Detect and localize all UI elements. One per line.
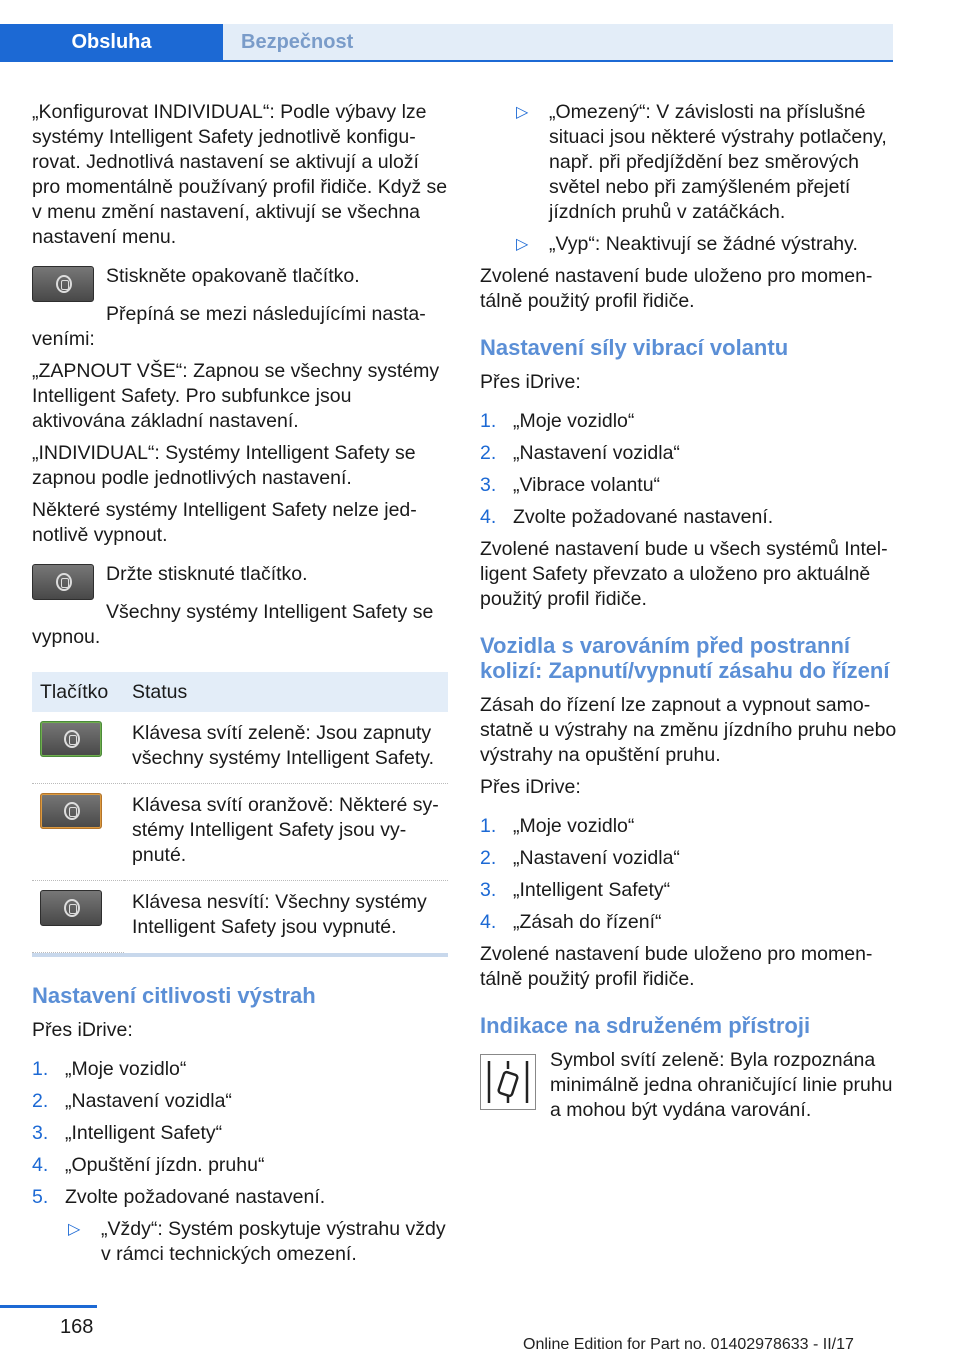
section-heading: Nastavení citlivosti výstrah — [32, 982, 316, 1008]
left-column — [32, 100, 450, 1274]
intelligent-safety-button-icon — [32, 564, 94, 600]
edition-footer: Online Edition for Part no. 01402978633 - II/17 — [523, 1336, 854, 1353]
indicator-row — [480, 1048, 898, 1130]
press-repeatedly-text: Stiskněte opakovaně tlačítko. — [106, 265, 360, 287]
section-heading: Nastavení síly vibrací volantu — [480, 335, 789, 360]
table-row — [32, 712, 448, 784]
list-item: 2. „Nastavení vozidla“ — [480, 847, 680, 869]
list-item: 5. Zvolte požadované nastavení. — [32, 1185, 326, 1208]
list-item: 2. „Nastavení vozidla“ — [480, 442, 680, 464]
list-item: 3. „Vibrace volantu“ — [480, 474, 661, 496]
button-off-icon — [40, 890, 102, 926]
toggle-settings-text: Přepíná se mezi následujícími nastaveními: — [32, 303, 426, 350]
tab-obsluha[interactable]: Obsluha — [0, 24, 223, 60]
table-row — [32, 784, 448, 881]
steps-list — [32, 1057, 450, 1210]
some-systems-text: Některé systémy Intelligent Safety nelze jednotlivě vypnout. — [32, 499, 417, 546]
intelligent-safety-button-icon — [32, 266, 94, 302]
section-heading: Vozidla s varováním před postranní kolizí: Zapnutí/vypnutí zásahu do řízení — [480, 633, 890, 683]
list-item: 3. „Intelligent Safety“ — [480, 879, 671, 901]
list-item: 3. „Intelligent Safety“ — [32, 1121, 223, 1144]
status-cell: Klávesa nesvítí: Všechny systémy Intelligent Safety jsou vypnuté. — [132, 891, 427, 938]
tab-bezpecnost[interactable]: Bezpečnost — [223, 24, 893, 60]
list-item: 4. Zvolte požadované nastavení. — [480, 506, 774, 528]
saved-note: Zvolené nastavení bude uloženo pro momentálně použitý profil řidiče. — [480, 265, 873, 312]
indicator-text: Symbol svítí zeleně: Byla rozpoznána minimálně jedna ohraničující linie pruhu a mohou být vydána varování. — [550, 1049, 893, 1121]
intro-paragraph: „Konfigurovat INDIVIDUAL“: Podle výbavy lze systémy Intelligent Safety jednotlivě konfigurovat. Jednotlivá nastavení se aktivují a uloží pro momentálně používaný profil řidiče. Když se v menu změní nastavení, aktivují se všechna nastavení menu. — [32, 101, 448, 248]
list-item: ▷ „Vždy“: Systém poskytuje výstrahu vždy v rámci technických omezení. — [68, 1217, 446, 1265]
triangle-bullet-icon: ▷ — [68, 1220, 81, 1238]
page-number-bar — [0, 1305, 97, 1308]
col-header-status: Status — [124, 672, 448, 712]
button-orange-icon — [40, 793, 102, 829]
header-tabs — [0, 24, 893, 60]
idrive-label: Přes iDrive: — [480, 371, 581, 393]
zapnout-vse-text: „ZAPNOUT VŠE“: Zapnou se všechny systémy Intelligent Safety. Pro subfunkce jsou aktivována základní nastavení. — [32, 360, 440, 432]
sub-list — [516, 100, 898, 257]
list-item: 4. „Zásah do řízení“ — [480, 911, 662, 933]
status-cell: Klávesa svítí oranžově: Některé systémy Intelligent Safety jsou vypnuté. — [124, 784, 448, 881]
status-cell: Klávesa svítí zeleně: Jsou zapnuty všechny systémy Intelligent Safety. — [124, 712, 448, 784]
button-instruction-2 — [32, 564, 450, 600]
list-item: 1. „Moje vozidlo“ — [480, 410, 635, 432]
saved-note: Zvolené nastavení bude u všech systémů Intelligent Safety převzato a uloženo pro aktuálně použitý profil řidiče. — [480, 538, 888, 610]
right-column — [480, 100, 898, 1130]
list-item: 4. „Opuštění jízdn. pruhu“ — [32, 1153, 265, 1176]
steps-list — [480, 409, 898, 530]
table-end-rule — [32, 953, 448, 957]
list-item: 2. „Nastavení vozidla“ — [32, 1089, 232, 1112]
button-instruction-1 — [32, 266, 450, 302]
lane-departure-icon — [480, 1054, 536, 1110]
button-green-icon — [40, 721, 102, 757]
list-item: ▷ „Omezený“: V závislosti na příslušné situaci jsou některé výstrahy potlačeny, např. při předjíždění bez směrových světel nebo při zamýšleném přejetí jízdních pruhů v zatáčkách. — [516, 101, 887, 223]
table-row — [32, 881, 448, 953]
idrive-label: Přes iDrive: — [32, 1018, 133, 1041]
all-off-text: Všechny systémy Intelligent Safety se vypnou. — [32, 601, 434, 648]
hold-pressed-text: Držte stisknuté tlačítko. — [106, 563, 308, 585]
list-item: ▷ „Vyp“: Neaktivují se žádné výstrahy. — [516, 233, 858, 255]
triangle-bullet-icon: ▷ — [516, 104, 529, 121]
page-number: 168 — [60, 1316, 94, 1338]
individual-text: „INDIVIDUAL“: Systémy Intelligent Safety se zapnou podle jednotlivých nastavení. — [32, 442, 416, 489]
sub-list — [68, 1217, 450, 1267]
col-header-button: Tlačítko — [32, 672, 124, 712]
status-table — [32, 672, 448, 953]
section-heading: Indikace na sdruženém přístroji — [480, 1013, 811, 1038]
steps-list — [480, 814, 898, 935]
saved-note: Zvolené nastavení bude uloženo pro momentálně použitý profil řidiče. — [480, 943, 873, 990]
steering-intervention-text: Zásah do řízení lze zapnout a vypnout samostatně u výstrahy na změnu jízdního pruhu nebo výstrahy na opuštění pruhu. — [480, 694, 897, 766]
triangle-bullet-icon: ▷ — [516, 236, 529, 253]
idrive-label: Přes iDrive: — [480, 776, 581, 798]
list-item: 1. „Moje vozidlo“ — [480, 815, 635, 837]
list-item: 1. „Moje vozidlo“ — [32, 1057, 187, 1080]
header-divider — [0, 60, 893, 62]
